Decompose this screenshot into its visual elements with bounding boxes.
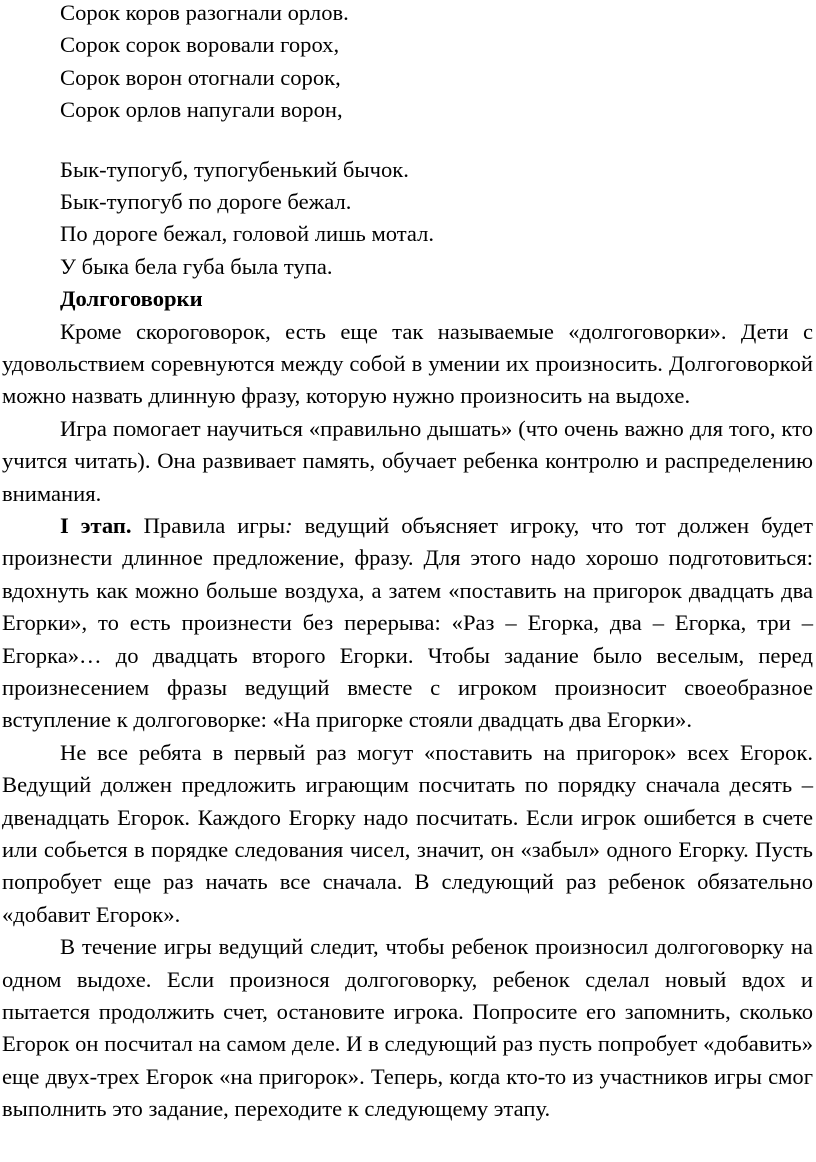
poem-line: Бык-тупогуб, тупогубенький бычок.	[60, 156, 409, 182]
paragraph-counting: Не все ребята в первый раз могут «поставить на пригорок» всех Егорок. Ведущий должен предложить играющим посчитать по порядку сначала десять – двенадцать Егорок. Каждого Егорку надо посчитать. Если игрок ошибется в счете или собьется в порядке следования чисел, значит, он «забыл» одного Егорку. Пусть попробует еще раз начать все сначала. В следующий раз ребенок обязательно «добавит Егорок».	[2, 739, 813, 927]
poem-line: Сорок орлов напугали ворон,	[60, 97, 343, 123]
stage-label: I этап.	[60, 512, 132, 538]
poem-line: Сорок сорок воровали горох,	[60, 32, 340, 58]
poem-line: Бык-тупогуб по дороге бежал.	[60, 188, 352, 214]
rules-colon: :	[285, 512, 293, 538]
paragraph-stage-1	[2, 510, 813, 737]
rules-label: Правила игры	[131, 512, 286, 538]
paragraph-breathing: В течение игры ведущий следит, чтобы ребенок произносил долгоговорку на одном выдохе. Если произнося долгоговорку, ребенок сделал новый вдох и пытается продолжить счет, остановите игрока. Попросите его запомнить, сколько Егорок он посчитал на самом деле. И в следующий раз пусть попробует «добавить» еще двух-трех Егорок «на пригорок». Теперь, когда кто-то из участников игры смог выполнить это задание, переходите к следующему этапу.	[2, 934, 813, 1122]
poem-stanza-2	[2, 154, 813, 284]
poem-stanza-1	[2, 0, 813, 127]
stanza-spacer	[2, 127, 813, 154]
poem-line: По дороге бежал, головой лишь мотал.	[60, 221, 435, 247]
poem-line: Сорок коров разогнали орлов.	[60, 0, 349, 25]
paragraph-intro: Кроме скороговорок, есть еще так называемые «долгоговорки». Дети с удовольствием соревнуются между собой в умении их произносить. Долгоговоркой можно назвать длинную фразу, которую нужно произносить на выдохе.	[2, 318, 813, 409]
rules-text: ведущий объясняет игроку, что тот должен будет произнести длинное предложение, фразу. Для этого надо хорошо подготовиться: вдохнуть как можно больше воздуха, а затем «поставить на пригорок двадцать два Егорки», то есть произнести без перерыва: «Раз – Егорка, два – Егорка, три – Егорка»… до двадцать второго Егорки. Чтобы задание было веселым, перед произнесением фразы ведущий вместе с игроком произносит своеобразное вступление к долгоговорке: «На пригорке стояли двадцать два Егорки».	[2, 512, 813, 733]
section-heading: Долгоговорки	[60, 286, 203, 312]
paragraph-benefits: Игра помогает научиться «правильно дышать» (что очень важно для того, кто учится читать). Она развивает память, обучает ребенка контролю и распределению внимания.	[2, 415, 813, 506]
poem-line: У быка бела губа была тупа.	[60, 253, 333, 279]
poem-line: Сорок ворон отогнали сорок,	[60, 64, 341, 90]
